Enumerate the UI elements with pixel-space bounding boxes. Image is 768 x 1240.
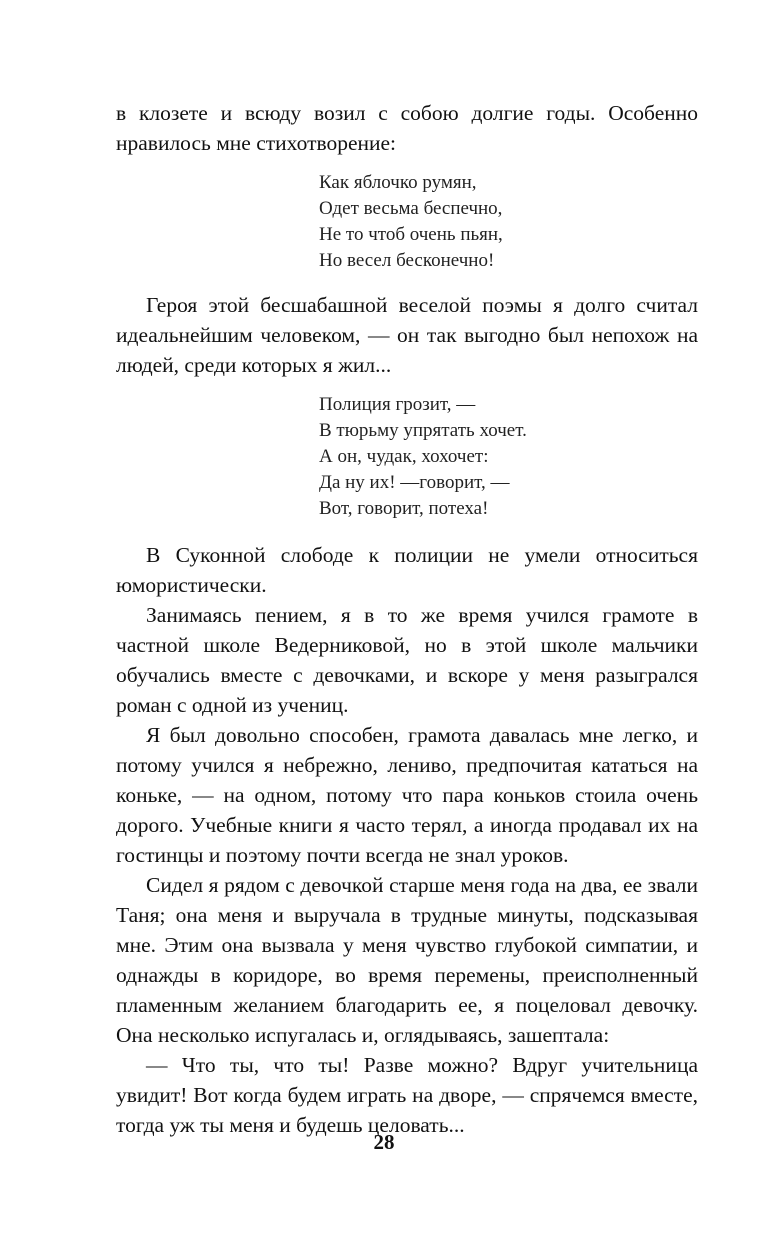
paragraph-6: Сидел я рядом с девочкой старше меня года на два, ее звали Таня; она меня и выручала в трудные минуты, подсказывая мне. Этим она вызвала у меня чувство глубокой симпатии, и однажды в коридоре, во время перемены, преисполненный пламенным желанием благодарить ее, я поцеловал девочку. Она несколько испугалась и, оглядываясь, зашептала: xyxy=(116,873,698,1047)
poem-2-line-1: Полиция грозит, — xyxy=(319,394,476,415)
page-body xyxy=(116,98,698,1140)
paragraph-2: Героя этой бесшабашной веселой поэмы я долго считал идеальнейшим человеком, — он так выгодно был непохож на людей, среди которых я жил... xyxy=(116,293,698,377)
paragraph-1: в клозете и всюду возил с собою долгие годы. Особенно нравилось мне стихотворение: xyxy=(116,101,698,155)
poem-1-line-1: Как яблочко румян, xyxy=(319,172,477,193)
poem-2-line-5: Вот, говорит, потеха! xyxy=(319,498,489,519)
poem-1-line-3: Не то чтоб очень пьян, xyxy=(319,224,503,245)
poem-2-line-2: В тюрьму упрятать хочет. xyxy=(319,420,527,441)
poem-2-line-3: А он, чудак, хохочет: xyxy=(319,446,489,467)
poem-1 xyxy=(116,170,698,274)
poem-1-line-2: Одет весьма беспечно, xyxy=(319,198,503,219)
page-number: 28 xyxy=(373,1130,395,1154)
poem-1-line-4: Но весел бесконечно! xyxy=(319,250,495,271)
paragraph-7: — Что ты, что ты! Разве можно? Вдруг учительница увидит! Вот когда будем играть на дворе, — спрячемся вместе, тогда уж ты меня и будешь целовать... xyxy=(116,1053,698,1137)
poem-2 xyxy=(116,392,698,522)
paragraph-3: В Суконной слободе к полиции не умели относиться юмористически. xyxy=(116,543,698,597)
poem-2-line-4: Да ну их! —говорит, — xyxy=(319,472,510,493)
paragraph-5: Я был довольно способен, грамота давалась мне легко, и потому учился я небрежно, лениво, предпочитая кататься на коньке, — на одном, потому что пара коньков стоила очень дорого. Учебные книги я часто терял, а иногда продавал их на гостинцы и поэтому почти всегда не знал уроков. xyxy=(116,723,698,867)
paragraph-4: Занимаясь пением, я в то же время учился грамоте в частной школе Ведерниковой, но в этой школе мальчики обучались вместе с девочками, и вскоре у меня разыгрался роман с одной из учениц. xyxy=(116,603,698,717)
